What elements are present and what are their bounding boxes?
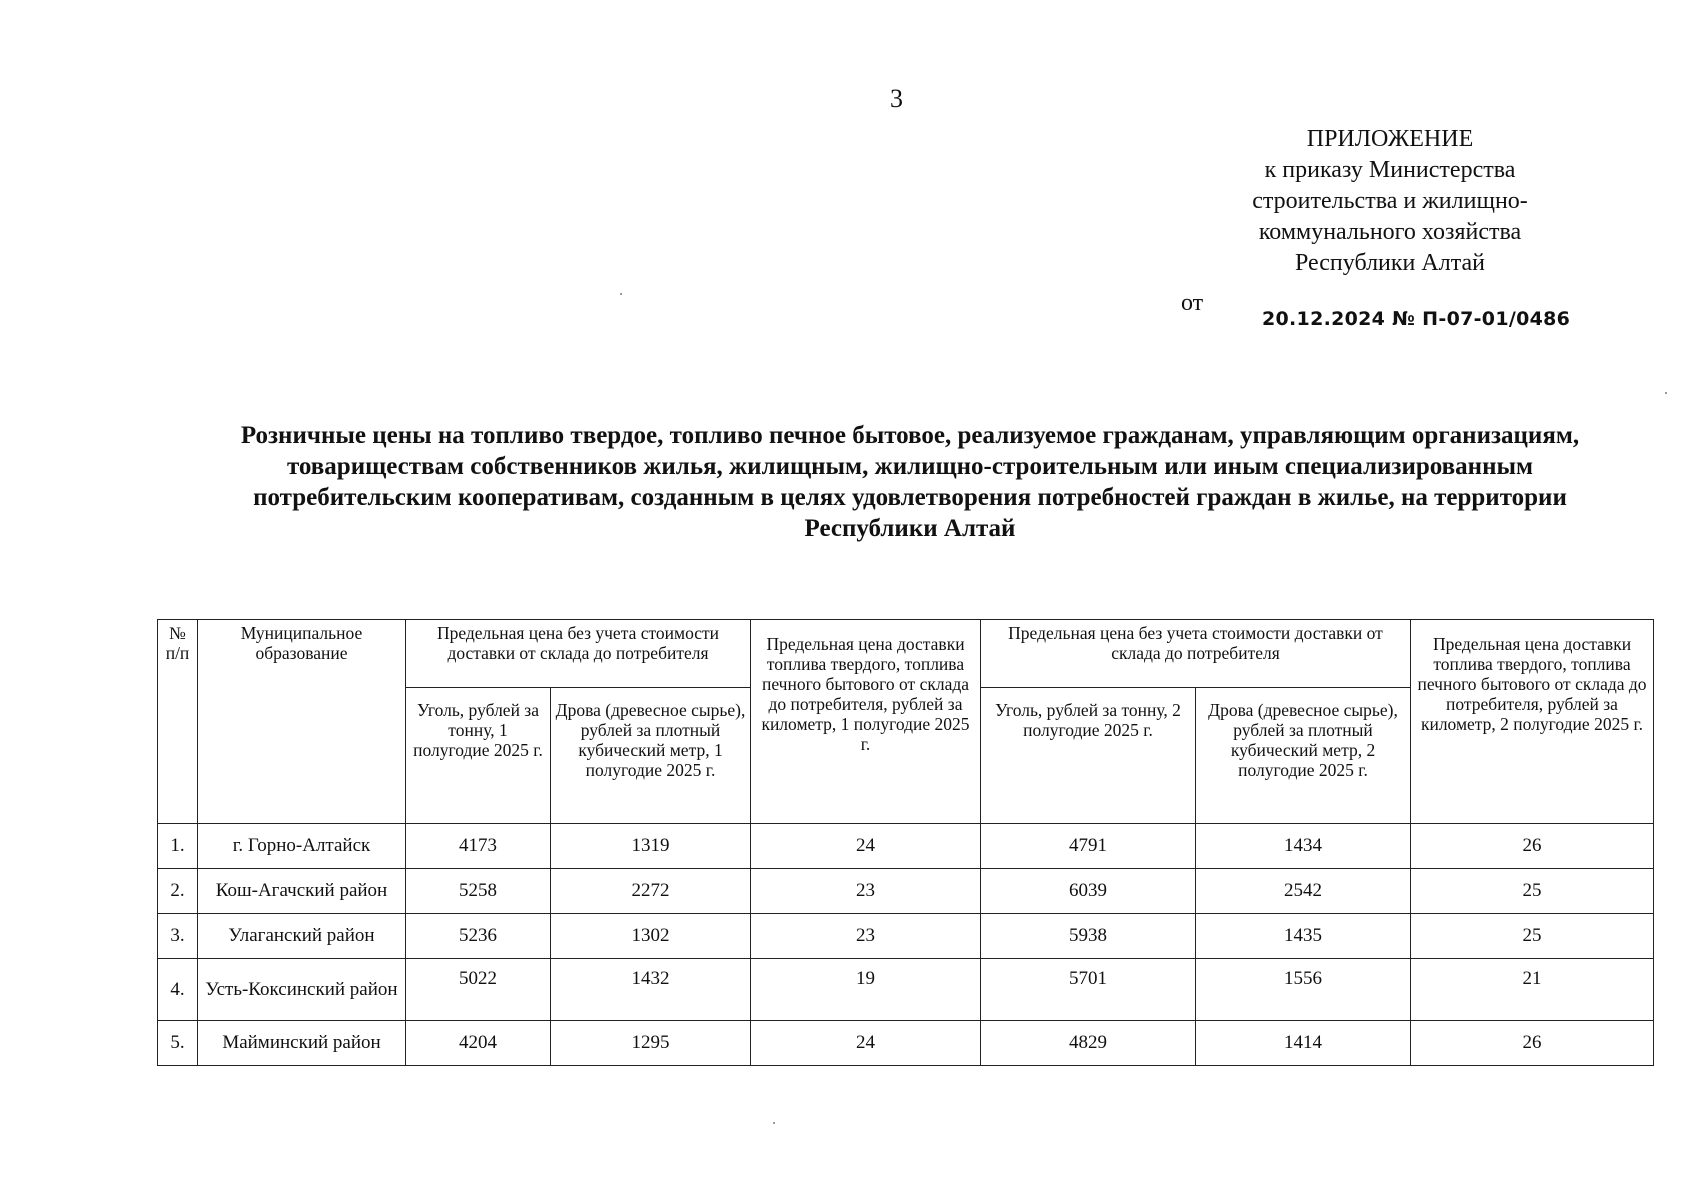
- wood-price-h2: 1435: [1196, 914, 1411, 959]
- appendix-block: [1205, 124, 1575, 279]
- table-row: [158, 959, 1654, 1021]
- municipality-name: г. Горно-Алтайск: [198, 824, 406, 869]
- table-row: [158, 914, 1654, 959]
- appendix-title: ПРИЛОЖЕНИЕ: [1306, 126, 1474, 152]
- delivery-price-h2: 26: [1411, 824, 1654, 869]
- coal-price-h1: 5236: [406, 914, 551, 959]
- scan-speck: [1665, 392, 1667, 394]
- table-row: [158, 1021, 1654, 1066]
- wood-price-h1: 1432: [551, 959, 751, 1021]
- appendix-line: коммунального хозяйства: [1258, 219, 1522, 245]
- header-delivery-h2: Предельная цена доставки топлива твердого, топлива печного бытового от склада до потребителя, рублей за километр, 2 полугодие 2025 г.: [1411, 620, 1654, 824]
- delivery-price-h2: 21: [1411, 959, 1654, 1021]
- table-row: [158, 869, 1654, 914]
- page-number: 3: [890, 84, 903, 113]
- date-prefix: от: [1181, 290, 1204, 316]
- coal-price-h1: 5022: [406, 959, 551, 1021]
- header-num: № п/п: [158, 620, 198, 824]
- delivery-price-h1: 23: [751, 914, 981, 959]
- municipality-name: Усть-Коксинский район: [198, 959, 406, 1021]
- wood-price-h1: 1302: [551, 914, 751, 959]
- header-group-h1: Предельная цена без учета стоимости доставки от склада до потребителя: [406, 620, 751, 688]
- coal-price-h2: 5938: [981, 914, 1196, 959]
- coal-price-h2: 6039: [981, 869, 1196, 914]
- coal-price-h1: 4173: [406, 824, 551, 869]
- wood-price-h2: 1434: [1196, 824, 1411, 869]
- wood-price-h1: 1295: [551, 1021, 751, 1066]
- municipality-name: Майминский район: [198, 1021, 406, 1066]
- row-number: 4.: [158, 959, 198, 1021]
- delivery-price-h1: 24: [751, 1021, 981, 1066]
- wood-price-h1: 1319: [551, 824, 751, 869]
- row-number: 2.: [158, 869, 198, 914]
- coal-price-h2: 4829: [981, 1021, 1196, 1066]
- wood-price-h1: 2272: [551, 869, 751, 914]
- coal-price-h2: 5701: [981, 959, 1196, 1021]
- delivery-price-h2: 26: [1411, 1021, 1654, 1066]
- scan-speck: [773, 1122, 775, 1124]
- municipality-name: Кош-Агачский район: [198, 869, 406, 914]
- header-delivery-h1: Предельная цена доставки топлива твердого, топлива печного бытового от склада до потребителя, рублей за километр, 1 полугодие 2025 г.: [751, 620, 981, 824]
- coal-price-h1: 4204: [406, 1021, 551, 1066]
- header-wood-h1: Дрова (древесное сырье), рублей за плотный кубический метр, 1 полугодие 2025 г.: [551, 688, 751, 824]
- wood-price-h2: 2542: [1196, 869, 1411, 914]
- coal-price-h1: 5258: [406, 869, 551, 914]
- table-row: [158, 824, 1654, 869]
- coal-price-h2: 4791: [981, 824, 1196, 869]
- delivery-price-h2: 25: [1411, 914, 1654, 959]
- delivery-price-h1: 24: [751, 824, 981, 869]
- appendix-line: строительства и жилищно-: [1252, 188, 1528, 214]
- wood-price-h2: 1414: [1196, 1021, 1411, 1066]
- scan-speck: [620, 293, 622, 295]
- appendix-line: к приказу Министерства: [1264, 157, 1516, 183]
- header-coal-h2: Уголь, рублей за тонну, 2 полугодие 2025 г.: [981, 688, 1196, 824]
- row-number: 1.: [158, 824, 198, 869]
- row-number: 5.: [158, 1021, 198, 1066]
- header-coal-h1: Уголь, рублей за тонну, 1 полугодие 2025 г.: [406, 688, 551, 824]
- appendix-line: Республики Алтай: [1295, 250, 1485, 276]
- delivery-price-h2: 25: [1411, 869, 1654, 914]
- order-reference-stamp: 20.12.2024 № П-07-01/0486: [1262, 308, 1571, 330]
- wood-price-h2: 1556: [1196, 959, 1411, 1021]
- header-group-h2: Предельная цена без учета стоимости доставки от склада до потребителя: [981, 620, 1411, 688]
- header-municipality: Муниципальное образование: [198, 620, 406, 824]
- header-wood-h2: Дрова (древесное сырье), рублей за плотный кубический метр, 2 полугодие 2025 г.: [1196, 688, 1411, 824]
- row-number: 3.: [158, 914, 198, 959]
- municipality-name: Улаганский район: [198, 914, 406, 959]
- delivery-price-h1: 19: [751, 959, 981, 1021]
- delivery-price-h1: 23: [751, 869, 981, 914]
- fuel-prices-table: [157, 619, 1654, 1066]
- document-title: Розничные цены на топливо твердое, топливо печное бытовое, реализуемое гражданам, управляющим организациям, товариществам собственников жилья, жилищным, жилищно-строительным или иным специализированным потребительским кооперативам, созданным в целях удовлетворения потребностей граждан в жилье, на территории Республики Алтай: [240, 422, 1580, 542]
